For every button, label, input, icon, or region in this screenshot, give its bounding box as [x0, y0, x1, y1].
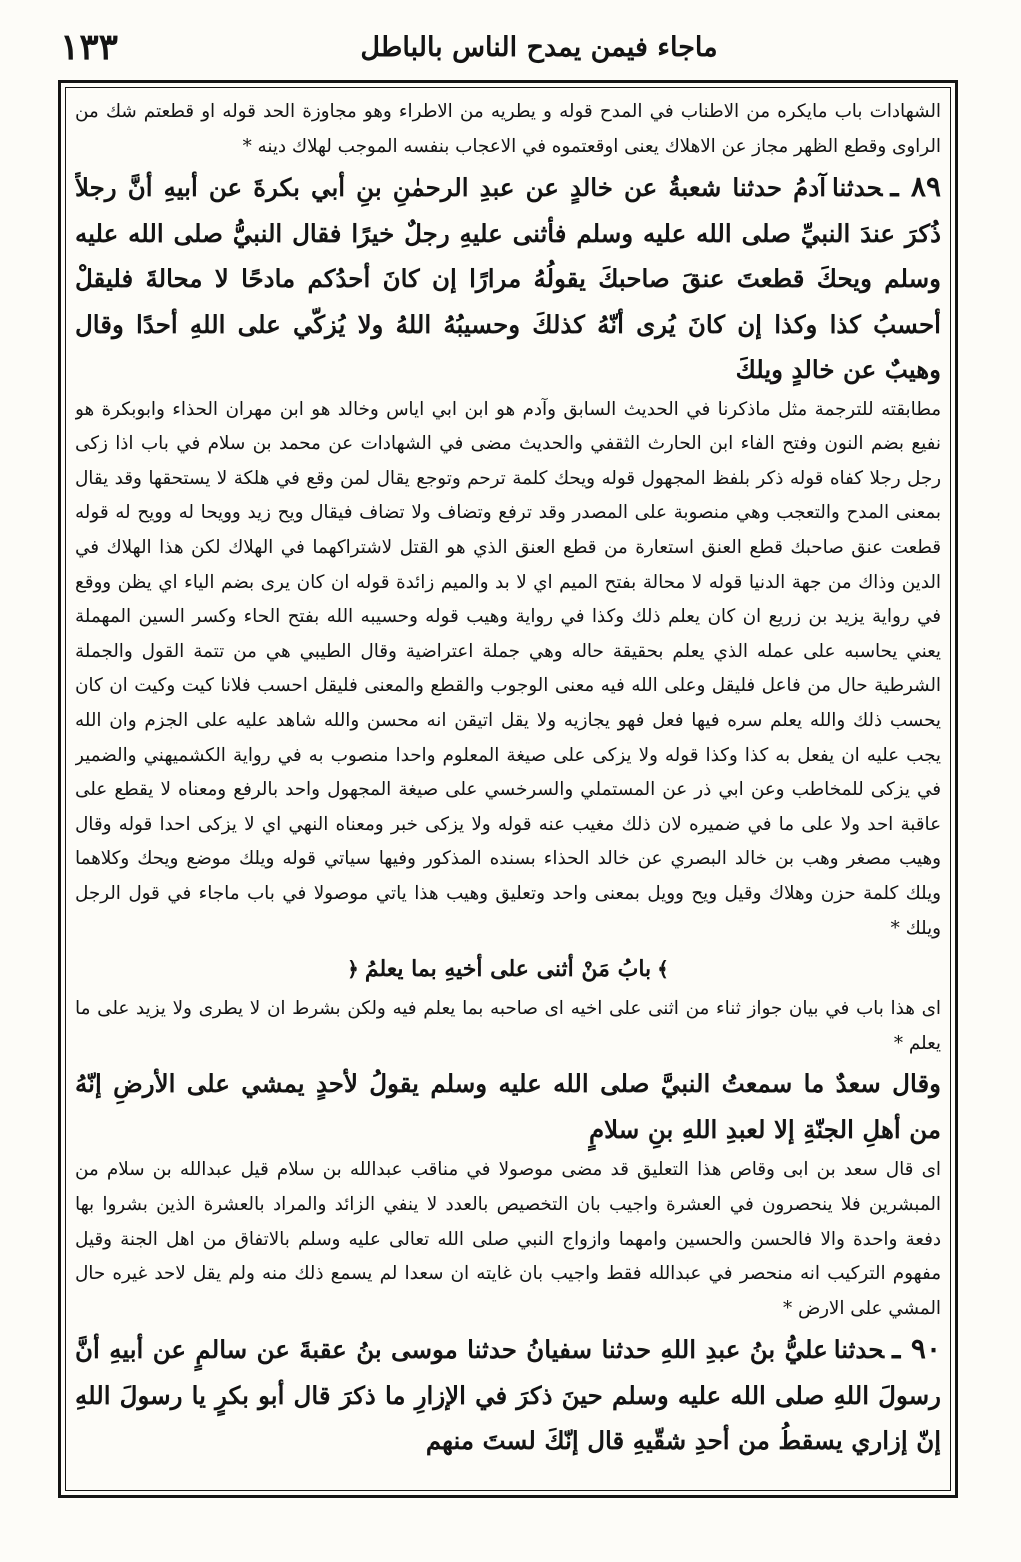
page-content — [75, 95, 941, 1487]
hadith-90-text: عليُّ بنُ عبدِ اللهِ حدثنا سفيانُ حدثنا موسى بنُ عقبةَ عن سالمٍ عن أبيهِ أنَّ رسولَ اللهِ صلى الله عليه وسلم حينَ ذكرَ في الإزارِ ما ذكرَ قال أبو بكرٍ يا رسولَ اللهِ إنّ إزاري يسقطُ من أحدِ شقّيهِ قال إنّكَ لستَ منهم — [75, 1335, 941, 1456]
hadith-89 — [75, 164, 941, 393]
intro-commentary: الشهادات باب مايكره من الاطناب في المدح قوله و يطريه من الاطراء وهو مجاوزة الحد قوله او قطعتم شك من الراوى وقطع الظهر مجاز عن الاهلاك يعنى اوقعتموه في الاعجاب بنفسه الموجب لهلاك دينه * — [75, 101, 941, 157]
saad-commentary: اى قال سعد بن ابى وقاص هذا التعليق قد مضى موصولا في مناقب عبدالله بن سلام قيل عبدالله بن سلام من المبشرين فلا ينحصرون في العشرة واجيب بان التخصيص بالعدد لا ينفي الزائد والمراد بالعشرة الذين بشروا بها دفعة واحدة والا فالحسن والحسين وامهما وازواج النبي صلى الله تعالى عليه وسلم بالاتفاق من اهل الجنة وقيل مفهوم التركيب انه منحصر في عبدالله فقط واجيب بان غايته ان سعدا لم يسمع ذلك منه ولم يقل لاحد غيره حال المشي على الارض * — [75, 1159, 941, 1319]
page-frame — [58, 80, 958, 1498]
running-title: ماجاء فيمن يمدح الناس بالباطل — [360, 31, 718, 63]
chapter-bracket-close: ﴿ — [347, 957, 359, 982]
page-header — [60, 22, 960, 72]
hadith-89-number: ٨٩ ـ — [890, 170, 941, 204]
hadith-89-marker: حدثنا — [832, 173, 883, 203]
saad-report: وقال سعدٌ ما سمعتُ النبيَّ صلى الله عليه وسلم يقولُ لأحدٍ يمشي على الأرضِ إنّهُ من أهلِ الجنّةِ إلا لعبدِ اللهِ بنِ سلامٍ — [75, 1069, 941, 1145]
hadith-90-marker: حدثنا — [833, 1335, 885, 1365]
chapter-bracket-open: ﴾ — [657, 957, 669, 982]
chapter-heading — [75, 946, 941, 992]
chapter-explanation: اى هذا باب في بيان جواز ثناء من اثنى على اخيه اى صاحبه بما يعلم فيه ولكن بشرط ان لا يطرى ولا يزيد على ما يعلم * — [75, 998, 941, 1054]
page-number: ١٣٣ — [60, 26, 119, 68]
hadith-90-number: ٩٠ ـ — [892, 1332, 941, 1366]
hadith-89-text: آدمُ حدثنا شعبةُ عن خالدٍ عن عبدِ الرحمٰنِ بنِ أبي بكرةَ عن أبيهِ أنَّ رجلاً ذُكرَ عندَ النبيِّ صلى الله عليه وسلم فأثنى عليهِ رجلٌ خيرًا فقال النبيُّ صلى الله عليه وسلم ويحكَ قطعتَ عنقَ صاحبكَ يقولُهُ مرارًا إن كانَ أحدُكم مادحًا لا محالةَ فليقلْ أحسبُ كذا وكذا إن كانَ يُرى أنّهُ كذلكَ وحسيبُهُ اللهُ ولا يُزكّي على اللهِ أحدًا وقال وهيبٌ عن خالدٍ ويلكَ — [75, 173, 941, 385]
commentary-89: مطابقته للترجمة مثل ماذكرنا في الحديث السابق وآدم هو ابن ابي اياس وخالد هو ابن مهران الحذاء وابوبكرة هو نفيع بضم النون وفتح الفاء ابن الحارث الثقفي والحديث مضى في الشهادات عن محمد بن سلام في باب اذا زكى رجل رجلا كفاه قوله ذكر بلفظ المجهول قوله ويحك كلمة ترحم وتوجع يقال لمن وقع في هلكة لا يستحقها وقد يقال بمعنى المدح والتعجب وهي منصوبة على المصدر وقد ترفع وتضاف ولا تضاف فيقال ويح زيد وويحا له وويح له قوله قطعت عنق صاحبك قطع العنق استعارة من قطع العنق الذي هو القتل لاشتراكهما في الهلاك لكن هذا الهلاك في الدين وذاك من جهة الدنيا قوله لا محالة بفتح الميم اي لا بد والميم زائدة قوله ان كان يرى بضم الياء اي يظن ووقع في رواية يزيد بن زريع ان كان يعلم ذلك وكذا في رواية وهيب قوله وحسيبه الله بفتح الحاء وكسر السين المهملة يعني يحاسبه على عمله الذي يعلم بحقيقة حاله وهي جملة اعتراضية وقال الطيبي هي من تتمة القول والجملة الشرطية حال من فاعل فليقل وعلى الله فيه معنى الوجوب والقطع والمعنى فليقل احسب فلانا كيت وكيت ان كان يحسب ذلك والله يعلم سره فيها فعل فهو يجازيه ولا يقل اتيقن انه محسن والله شاهد عليه على الجزم وان الله يجب عليه ان يفعل به كذا وكذا قوله ولا يزكى على صيغة المعلوم واحدا منصوب به في رواية الكشميهني والضمير في يزكى للمخاطب وعن ابي ذر عن المستملي والسرخسي على صيغة المجهول واحد بالرفع ومعناه لا يقطع على عاقبة احد ولا على ما في ضميره لان ذلك مغيب عنه قوله ولا يزكى خبر ومعناه النهي اي لا يزكى احدا قوله وقال وهيب مصغر وهب بن خالد البصري عن خالد الحذاء بسنده المذكور وفيها سياتي قوله ويلك موضع ويحك وكلاهما ويلك كلمة حزن وهلاك وقيل ويح وويل بمعنى واحد وتعليق وهيب هذا ياتي موصولا في باب ماجاء في قول الرجل ويلك * — [75, 398, 941, 939]
hadith-90 — [75, 1326, 941, 1464]
chapter-title: بابُ مَنْ أثنى على أخيهِ بما يعلمُ — [364, 956, 652, 983]
